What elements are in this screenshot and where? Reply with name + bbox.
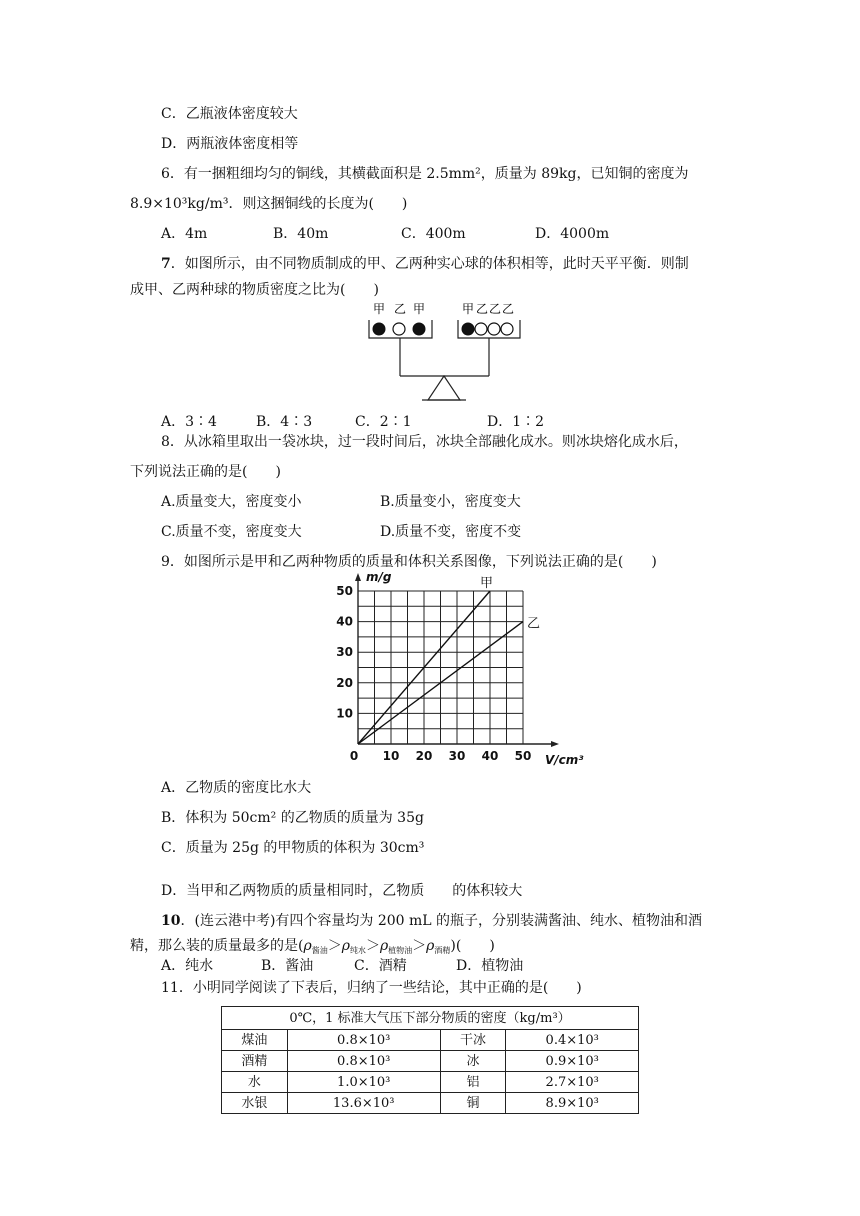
q7-stem-line2: 成甲、乙两种球的物质密度之比为( )	[130, 282, 379, 298]
table-cell: 煤油	[222, 1030, 288, 1051]
x-axis-label: V/cm³	[545, 753, 584, 767]
ball-yi	[475, 323, 487, 335]
table-cell: 13.6×10³	[287, 1093, 440, 1114]
q8-stem-line2: 下列说法正确的是( )	[130, 464, 281, 480]
q5-option-c: C．乙瓶液体密度较大	[161, 106, 298, 122]
density-table	[221, 1006, 639, 1114]
ball-yi	[501, 323, 513, 335]
q7-stem-text: ．如图所示，由不同物质制成的甲、乙两种实心球的体积相等，此时天平平衡．则制	[170, 256, 689, 272]
q7-option-a: A．3∶4	[161, 414, 217, 430]
table-row	[222, 1051, 639, 1072]
q10-number: 10	[161, 913, 181, 929]
x-tick-label: 40	[481, 749, 499, 763]
q7-option-b: B．4∶3	[256, 414, 313, 430]
q6-option-c: C．400m	[401, 226, 466, 242]
q10-option-b: B．酱油	[261, 958, 314, 974]
rho-symbol: ρ	[303, 938, 312, 954]
rho-symbol: ρ	[379, 938, 389, 954]
table-cell: 干冰	[440, 1030, 506, 1051]
ball-yi	[393, 323, 405, 335]
fulcrum-triangle	[428, 376, 460, 400]
q10-option-a: A．纯水	[161, 958, 214, 974]
series-label: 甲	[480, 576, 494, 591]
mass-volume-chart	[330, 570, 584, 772]
x-axis-arrow	[551, 741, 559, 747]
x-tick-label: 20	[415, 749, 433, 763]
x-tick-label: 10	[382, 749, 400, 763]
q6-option-d: D．4000m	[535, 226, 610, 242]
y-tick-label: 20	[336, 675, 353, 690]
q10-line2-pre: 精，那么装的质量最多的是(	[130, 938, 304, 954]
q9-option-c: C．质量为 25g 的甲物质的体积为 30cm³	[161, 840, 425, 856]
y-axis-arrow	[355, 573, 361, 581]
q10-option-c: C．酒精	[354, 958, 407, 974]
gt-symbol: ＞	[412, 938, 427, 954]
table-cell: 2.7×10³	[506, 1072, 639, 1093]
table-cell: 酒精	[222, 1051, 288, 1072]
q10-line2-post: )( )	[450, 938, 495, 954]
rho-symbol: ρ	[341, 938, 350, 954]
table-row	[222, 1030, 639, 1051]
ball-jia	[462, 323, 474, 335]
table-cell: 铝	[440, 1072, 506, 1093]
rho-symbol: ρ	[426, 938, 435, 954]
balance-figure	[360, 298, 530, 404]
q7-number: 7	[161, 256, 171, 272]
table-cell: 0.9×10³	[506, 1051, 639, 1072]
right-label: 乙	[502, 302, 515, 316]
x-tick-label: 30	[448, 749, 466, 763]
q10-stem-text: ．(连云港中考)有四个容量均为 200 mL 的瓶子，分别装满酱油、纯水、植物油和酒	[180, 913, 703, 929]
table-cell: 0.8×10³	[287, 1030, 440, 1051]
q8-option-c: C.质量不变，密度变大	[161, 524, 302, 540]
rho-subscript: 酱油	[311, 946, 328, 955]
y-tick-label: 10	[336, 706, 353, 721]
q7-stem-line1	[161, 254, 689, 274]
y-tick-label: 30	[336, 645, 353, 660]
q8-option-a: A.质量变大，密度变小	[161, 494, 302, 510]
ball-jia	[373, 323, 385, 335]
right-label: 乙	[489, 302, 502, 316]
q11-stem: 11．小明同学阅读了下表后，归纳了一些结论，其中正确的是( )	[161, 980, 582, 996]
rho-subscript: 植物油	[388, 946, 413, 955]
table-row	[222, 1093, 639, 1114]
q7-option-d: D．1∶2	[487, 414, 545, 430]
left-label: 甲	[413, 302, 426, 316]
q5-option-d: D．两瓶液体密度相等	[161, 136, 299, 152]
q8-stem-line1: 8．从冰箱里取出一袋冰块，过一段时间后，冰块全部融化成水。则冰块熔化成水后，	[161, 434, 688, 450]
series-label: 乙	[527, 616, 541, 632]
table-title: 0℃，1 标准大气压下部分物质的密度（kg/m³）	[222, 1007, 639, 1030]
q6-option-b: B．40m	[273, 226, 329, 242]
left-label: 甲	[373, 302, 386, 316]
ball-yi	[488, 323, 500, 335]
q10-option-d: D．植物油	[456, 958, 524, 974]
q8-option-d: D.质量不变，密度不变	[380, 524, 522, 540]
right-label: 甲	[462, 302, 475, 316]
q9-option-a: A．乙物质的密度比水大	[161, 780, 312, 796]
q9-stem: 9．如图所示是甲和乙两种物质的质量和体积关系图像，下列说法正确的是( )	[161, 554, 657, 570]
y-tick-label: 40	[336, 614, 353, 629]
x-tick-label: 50	[514, 749, 532, 763]
q6-option-a: A．4m	[161, 226, 208, 242]
q10-stem-line1	[161, 911, 702, 931]
gt-symbol: ＞	[327, 938, 342, 954]
rho-subscript: 纯水	[349, 946, 366, 955]
q7-option-c: C．2∶1	[355, 414, 412, 430]
ball-jia	[413, 323, 425, 335]
left-label: 乙	[394, 302, 407, 316]
gt-symbol: ＞	[365, 938, 380, 954]
q9-option-d: D．当甲和乙两物质的质量相同时，乙物质 的体积较大	[161, 883, 523, 899]
q6-stem-line2: 8.9×10³kg/m³．则这捆铜线的长度为( )	[130, 196, 408, 212]
table-cell: 0.4×10³	[506, 1030, 639, 1051]
table-header-row	[222, 1007, 639, 1030]
right-label: 乙	[476, 302, 489, 316]
table-cell: 1.0×10³	[287, 1072, 440, 1093]
q8-option-b: B.质量变小，密度变大	[380, 494, 521, 510]
y-axis-label: m/g	[366, 570, 392, 584]
table-row	[222, 1072, 639, 1093]
y-tick-label: 50	[336, 584, 353, 598]
table-cell: 冰	[440, 1051, 506, 1072]
q6-stem-line1: 6．有一捆粗细均匀的铜线，其横截面积是 2.5mm²，质量为 89kg，已知铜的密度为	[161, 166, 689, 182]
x-tick-label: 0	[349, 749, 359, 763]
table-cell: 8.9×10³	[506, 1093, 639, 1114]
table-cell: 水银	[222, 1093, 288, 1114]
q9-option-b: B．体积为 50cm² 的乙物质的质量为 35g	[161, 810, 424, 826]
table-cell: 水	[222, 1072, 288, 1093]
rho-subscript: 酒精	[434, 946, 451, 955]
table-cell: 0.8×10³	[287, 1051, 440, 1072]
table-cell: 铜	[440, 1093, 506, 1114]
